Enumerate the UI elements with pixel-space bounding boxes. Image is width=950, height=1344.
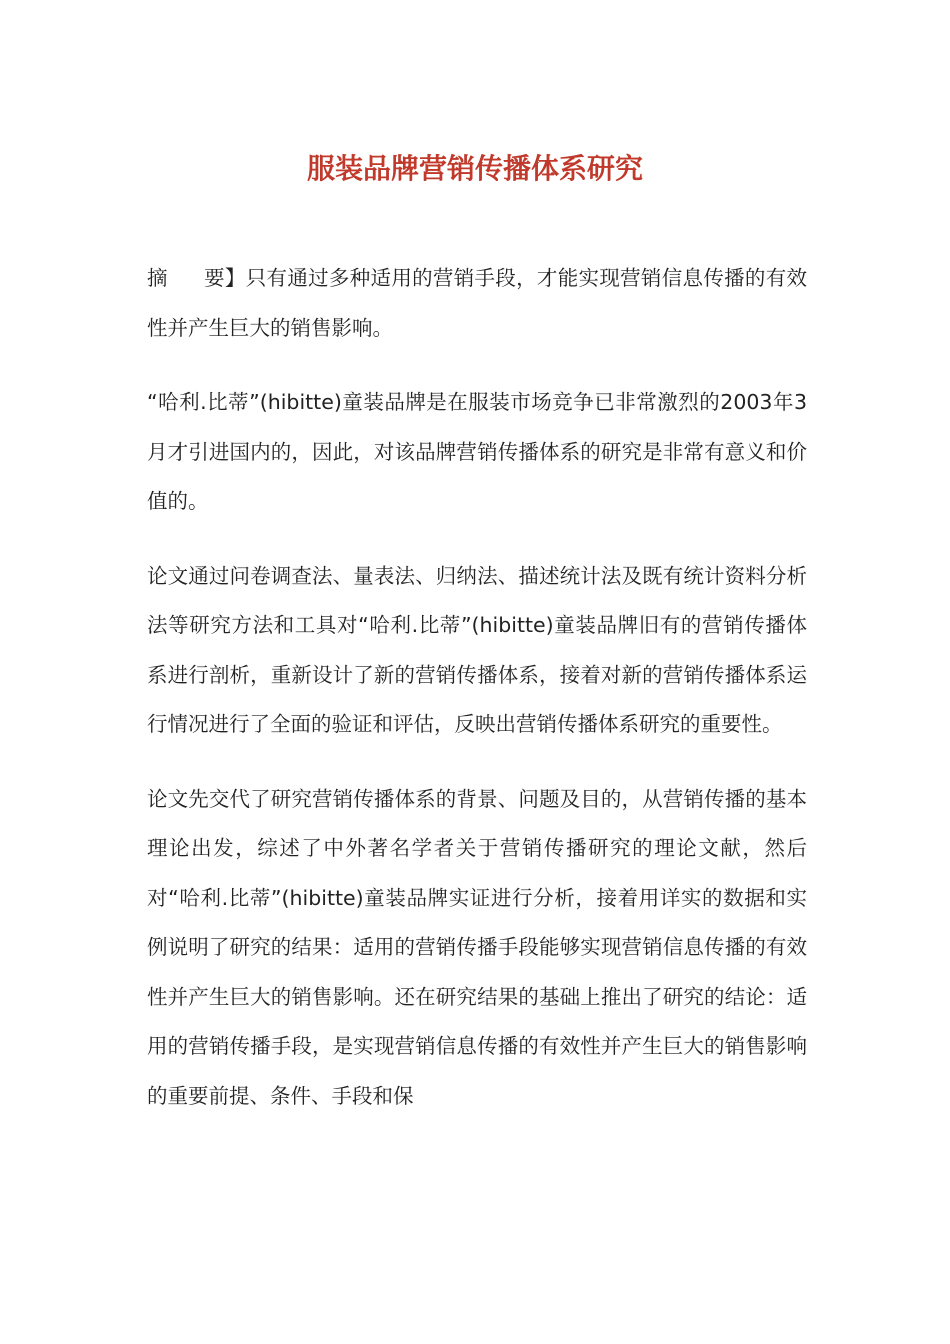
abstract-label-second: 要】 <box>203 266 246 290</box>
document-body <box>147 254 807 1146</box>
body-paragraph-2: 论文通过问卷调查法、量表法、归纳法、描述统计法及既有统计资料分析法等研究方法和工具对“哈利.比蒂”(hibitte)童装品牌旧有的营销传播体系进行剖析，重新设计了新的营销传播体系，接着对新的营销传播体系运行情况进行了全面的验证和评估，反映出营销传播体系研究的重要性。 <box>147 563 807 736</box>
document-title: 服装品牌营销传播体系研究 <box>306 151 643 185</box>
abstract-text: 只有通过多种适用的营销手段，才能实现营销信息传播的有效性并产生巨大的销售影响。 <box>147 266 808 340</box>
abstract-label-first: 摘 <box>147 266 168 290</box>
abstract-paragraph <box>147 254 807 353</box>
body-paragraph-3: 论文先交代了研究营销传播体系的背景、问题及目的，从营销传播的基本理论出发，综述了中外著名学者关于营销传播研究的理论文献，然后对“哈利.比蒂”(hibitte)童装品牌实证进行分析，接着用详实的数据和实例说明了研究的结果：适用的营销传播手段能够实现营销信息传播的有效性并产生巨大的销售影响。还在研究结果的基础上推出了研究的结论：适用的营销传播手段，是实现营销信息传播的有效性并产生巨大的销售影响的重要前提、条件、手段和保 <box>147 786 807 1108</box>
body-paragraph-1: “哈利.比蒂”(hibitte)童装品牌是在服装市场竞争已非常激烈的2003年3月才引进国内的，因此，对该品牌营销传播体系的研究是非常有意义和价值的。 <box>147 390 807 513</box>
